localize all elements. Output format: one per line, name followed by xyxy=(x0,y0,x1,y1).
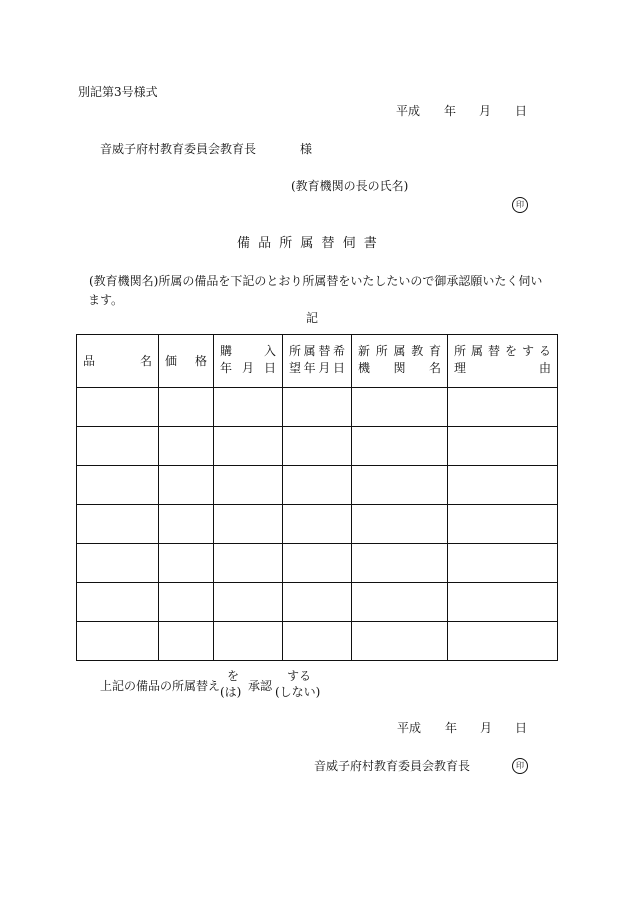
date-top-era: 平成 xyxy=(396,104,421,118)
cell-reason[interactable] xyxy=(448,505,558,544)
cell-price[interactable] xyxy=(159,505,214,544)
seal-mark-bottom: 印 xyxy=(512,758,528,774)
cell-purchase-date[interactable] xyxy=(214,388,283,427)
cell-reason[interactable] xyxy=(448,622,558,661)
cell-new-institution[interactable] xyxy=(352,583,448,622)
cell-purchase-date[interactable] xyxy=(214,544,283,583)
cell-new-institution[interactable] xyxy=(352,622,448,661)
cell-purchase-date[interactable] xyxy=(214,622,283,661)
table-header-row xyxy=(77,335,558,388)
cell-item-name[interactable] xyxy=(77,427,159,466)
cell-reason[interactable] xyxy=(448,466,558,505)
cell-item-name[interactable] xyxy=(77,388,159,427)
header-price: 価 格 xyxy=(159,335,214,388)
cell-transfer-date[interactable] xyxy=(283,505,352,544)
cell-item-name[interactable] xyxy=(77,622,159,661)
cell-price[interactable] xyxy=(159,427,214,466)
header-transfer-date: 所 属 替 希 望 年 月 日 xyxy=(283,335,352,388)
ki-heading: 記 xyxy=(306,311,319,325)
cell-new-institution[interactable] xyxy=(352,427,448,466)
cell-transfer-date[interactable] xyxy=(283,466,352,505)
header-item-name: 品 名 xyxy=(77,335,159,388)
approval-prefix: 上記の備品の所属替え xyxy=(100,679,221,693)
cell-new-institution[interactable] xyxy=(352,505,448,544)
addressee-honorific: 様 xyxy=(300,142,313,156)
cell-item-name[interactable] xyxy=(77,466,159,505)
addressee-name: 音威子府村教育委員会教育長 xyxy=(100,142,257,156)
signer-name: 音威子府村教育委員会教育長 xyxy=(314,759,471,773)
cell-purchase-date[interactable] xyxy=(214,466,283,505)
cell-new-institution[interactable] xyxy=(352,466,448,505)
cell-item-name[interactable] xyxy=(77,505,159,544)
approval-do-not: (しない) xyxy=(275,685,321,699)
table-row xyxy=(77,466,558,505)
table-row xyxy=(77,544,558,583)
cell-transfer-date[interactable] xyxy=(283,544,352,583)
table-row xyxy=(77,388,558,427)
cell-transfer-date[interactable] xyxy=(283,583,352,622)
form-number: 別記第3号様式 xyxy=(78,85,158,99)
cell-transfer-date[interactable] xyxy=(283,427,352,466)
approval-word: 承認 xyxy=(248,679,273,693)
cell-reason[interactable] xyxy=(448,544,558,583)
applicant-label: (教育機関の長の氏名) xyxy=(291,179,409,193)
date-top-day: 日 xyxy=(515,104,528,118)
equipment-table xyxy=(76,334,558,661)
table-row xyxy=(77,622,558,661)
header-reason: 所 属 替 を す る 理 由 xyxy=(448,335,558,388)
body-text-line2: ます。 xyxy=(88,293,124,307)
table-row xyxy=(77,427,558,466)
cell-reason[interactable] xyxy=(448,427,558,466)
date-bottom-day: 日 xyxy=(515,721,528,735)
cell-transfer-date[interactable] xyxy=(283,622,352,661)
cell-price[interactable] xyxy=(159,583,214,622)
header-new-institution: 新 所 属 教 育 機 関 名 xyxy=(352,335,448,388)
cell-price[interactable] xyxy=(159,466,214,505)
cell-new-institution[interactable] xyxy=(352,544,448,583)
table-row xyxy=(77,583,558,622)
date-bottom-month: 月 xyxy=(480,721,493,735)
cell-purchase-date[interactable] xyxy=(214,505,283,544)
cell-item-name[interactable] xyxy=(77,544,159,583)
cell-reason[interactable] xyxy=(448,388,558,427)
cell-transfer-date[interactable] xyxy=(283,388,352,427)
cell-new-institution[interactable] xyxy=(352,388,448,427)
cell-purchase-date[interactable] xyxy=(214,583,283,622)
cell-item-name[interactable] xyxy=(77,583,159,622)
cell-reason[interactable] xyxy=(448,583,558,622)
approval-particle-ha: (は) xyxy=(220,685,242,699)
seal-mark-top: 印 xyxy=(512,197,528,213)
cell-purchase-date[interactable] xyxy=(214,427,283,466)
approval-do: する xyxy=(287,669,312,683)
table-row xyxy=(77,505,558,544)
date-top-month: 月 xyxy=(479,104,492,118)
cell-price[interactable] xyxy=(159,388,214,427)
cell-price[interactable] xyxy=(159,544,214,583)
date-bottom-era: 平成 xyxy=(397,721,422,735)
cell-price[interactable] xyxy=(159,622,214,661)
date-bottom-year: 年 xyxy=(445,721,458,735)
document-title: 備 品 所 属 替 伺 書 xyxy=(237,236,377,251)
header-purchase-date: 購 入 年 月 日 xyxy=(214,335,283,388)
approval-particle-wo: を xyxy=(227,669,240,683)
date-top-year: 年 xyxy=(444,104,457,118)
body-text-line1: (教育機関名)所属の備品を下記のとおり所属替をいたしたいので御承認願いたく伺い xyxy=(89,274,543,288)
